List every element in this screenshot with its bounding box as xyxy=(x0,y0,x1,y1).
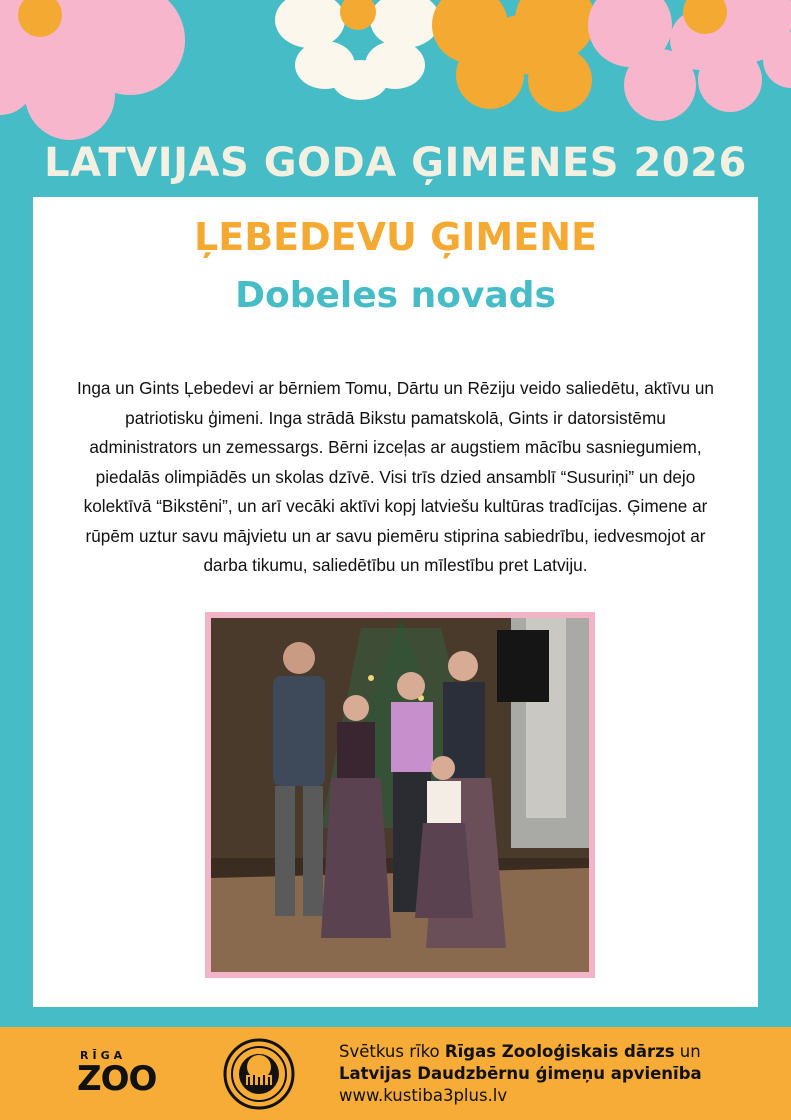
family-circle-logo-icon xyxy=(222,1037,296,1111)
zoo-logo-small-text: RĪGA xyxy=(80,1049,127,1062)
region-name: Dobeles novads xyxy=(235,275,556,316)
family-name: ĻEBEDEVU ĢIMENE xyxy=(194,215,597,259)
zoo-logo-text: ZOO xyxy=(77,1059,157,1099)
footer-bar xyxy=(0,1027,791,1120)
flower-icon xyxy=(588,0,791,121)
family-photo-frame xyxy=(205,612,595,978)
footer-line-1: Svētkus rīko Rīgas Zooloģiskais dārzs un xyxy=(339,1042,701,1061)
family-description: Inga un Gints Ļebedevi ar bērniem Tomu, Dārtu un Rēziju veido saliedētu, aktīvu un patriotisku ģimeni. Inga strādā Bikstu pamatskolā, Gints ir datorsistēmu administrators un zemessargs. Bērni izceļas ar augstiem mācību sasniegumiem, piedalās olimpiādēs un skolas dzīvē. Visi trīs dzied ansamblī “Susuriņi” un dejo kolektīvā “Bikstēni”, un arī vecāki aktīvi kopj latviešu kultūras tradīcijas. Ģimene ar rūpēm uztur savu mājvietu un ar savu piemēru stiprina sabiedrību, iedvesmojot ar darba tikumu, saliedētību un mīlestību pret Latviju. xyxy=(77,378,714,575)
flower-icon xyxy=(0,0,185,140)
footer-organizers xyxy=(339,1041,702,1107)
footer-line-2: Latvijas Daudzbērnu ģimeņu apvienība xyxy=(339,1064,702,1083)
footer-website-link[interactable]: www.kustiba3plus.lv xyxy=(339,1086,508,1105)
family-card xyxy=(33,197,758,1007)
family-photo xyxy=(211,618,589,972)
flower-decoration xyxy=(0,0,791,150)
flower-icon xyxy=(432,0,595,112)
flower-icon xyxy=(275,0,440,100)
page-title: LATVIJAS GODA ĢIMENES 2026 xyxy=(44,140,747,186)
